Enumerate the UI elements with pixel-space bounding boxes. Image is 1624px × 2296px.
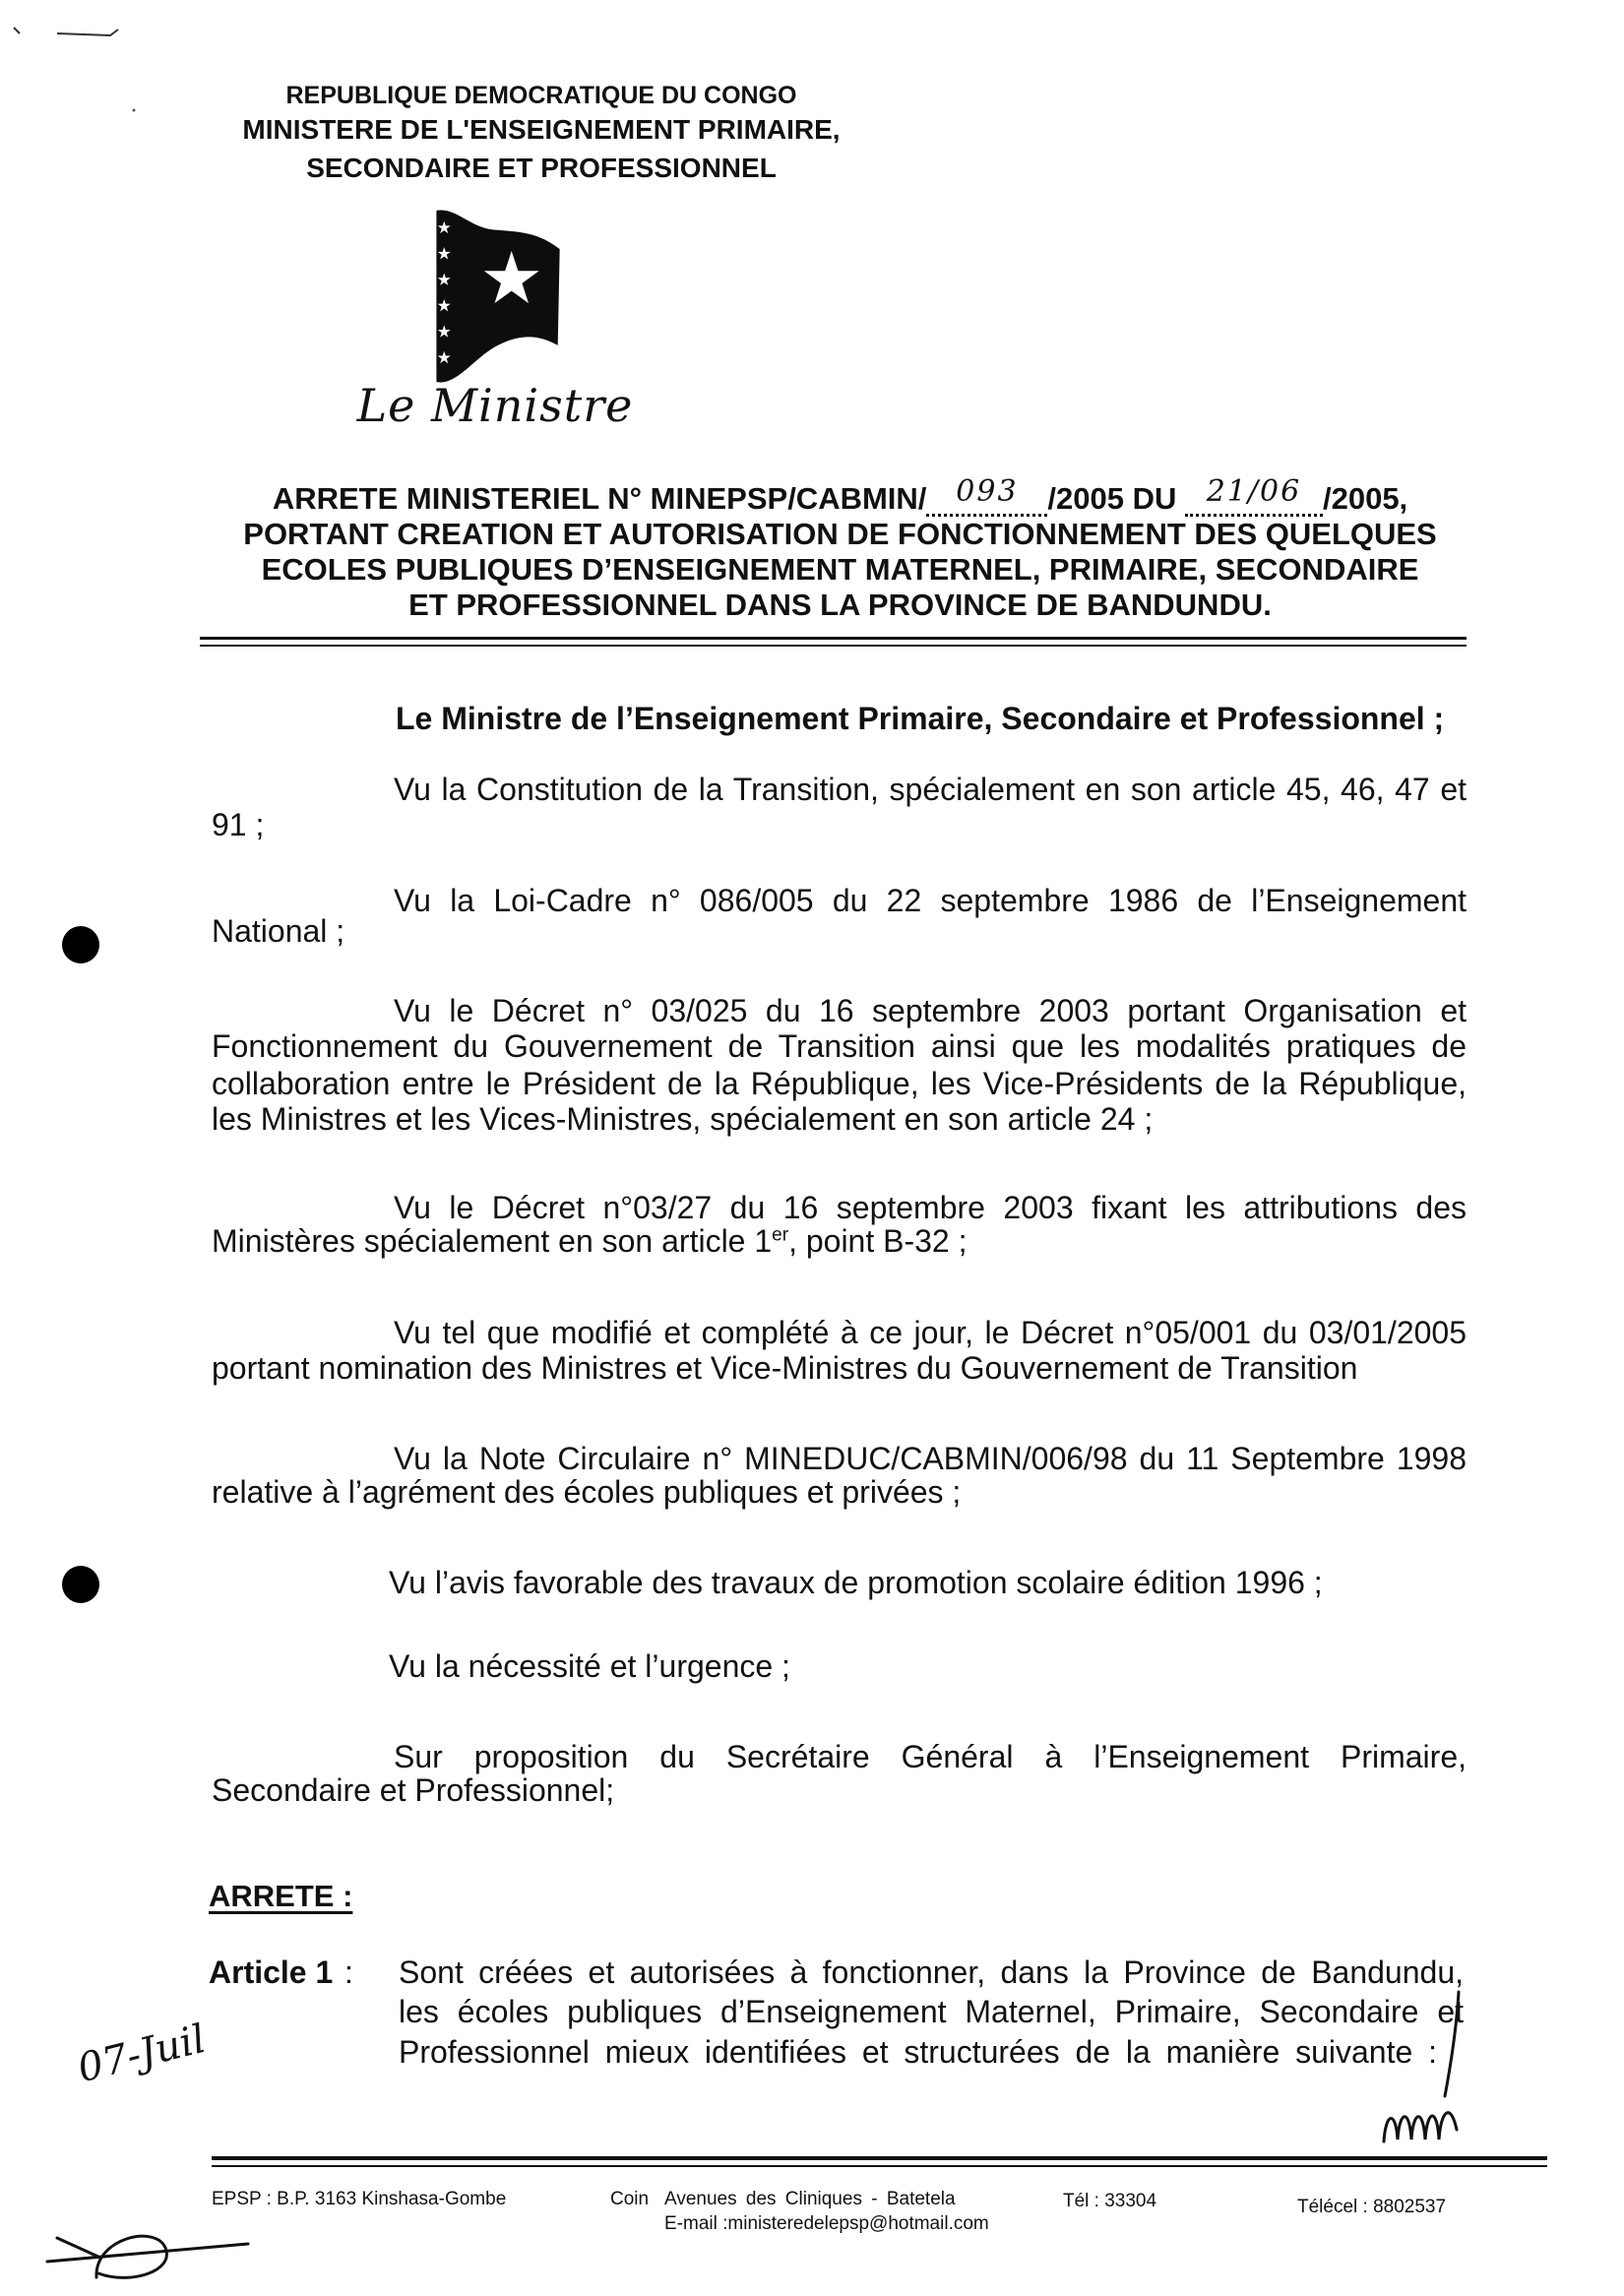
paragraph-line: Vu tel que modifié et complété à ce jour, le Décret n°05/001 du 03/01/2005	[394, 1315, 1467, 1350]
ministry-name-line-1: MINISTERE DE L'ENSEIGNEMENT PRIMAIRE,	[242, 114, 841, 145]
considerant-avis-favorable: Vu l’avis favorable des travaux de promotion scolaire édition 1996 ;	[389, 1565, 1323, 1600]
paragraph-line: Vu la Constitution de la Transition, spécialement en son article 45, 46, 47 et	[394, 772, 1467, 807]
footer-phone: Tél : 33304	[1063, 2191, 1157, 2211]
article-line: Sont créées et autorisées à fonctionner, dans la Province de Bandundu,	[399, 1955, 1464, 1990]
handwritten-paraph-scribble	[39, 2204, 256, 2291]
paragraph-line: Sur proposition du Secrétaire Général à l’Enseignement Primaire,	[394, 1739, 1467, 1774]
handwritten-initials-signature	[1378, 1986, 1471, 2158]
decision-heading: ARRETE :	[209, 1879, 353, 1913]
title-line-4: ET PROFESSIONNEL DANS LA PROVINCE DE BANDUNDU.	[408, 588, 1272, 622]
paragraph-line: 91 ;	[212, 807, 265, 842]
title-divider-thick	[200, 637, 1467, 640]
line-text: Ministères spécialement en son article 1	[212, 1223, 773, 1259]
decree-date-year: /2005,	[1322, 481, 1408, 516]
paragraph-line: Vu la Note Circulaire n° MINEDUC/CABMIN/006/98 du 11 Septembre 1998	[394, 1441, 1467, 1476]
footer-corner-label: Coin	[610, 2189, 650, 2209]
paragraph-line: portant nomination des Ministres et Vice-Ministres du Gouvernement de Transition	[212, 1350, 1358, 1386]
title-line-1	[214, 474, 1467, 517]
footer-email: E-mail :ministeredelepsp@hotmail.com	[664, 2213, 989, 2234]
country-name: REPUBLIQUE DEMOCRATIQUE DU CONGO	[285, 82, 797, 109]
decree-date-field	[1185, 474, 1323, 517]
footer-postal-address: EPSP : B.P. 3163 Kinshasa-Gombe	[212, 2189, 507, 2209]
minister-intro: Le Ministre de l’Enseignement Primaire, Secondaire et Professionnel ;	[396, 701, 1445, 736]
ordinal-superscript: er	[772, 1224, 789, 1246]
line-text-end: , point B-32 ;	[788, 1223, 968, 1259]
paragraph-line: Fonctionnement du Gouvernement de Transition ainsi que les modalités pratiques de	[212, 1028, 1467, 1064]
paragraph-line	[212, 1223, 1467, 1259]
handwritten-decree-number: 093	[956, 474, 1019, 509]
handwritten-decree-date: 21/06	[1206, 474, 1302, 509]
article-line: les écoles publiques d’Enseignement Maternel, Primaire, Secondaire et	[399, 1994, 1464, 2029]
punch-hole	[62, 1566, 99, 1603]
article-line: Professionnel mieux identifiées et structurées de la manière suivante :	[399, 2034, 1437, 2070]
article-label: Article 1	[209, 1955, 334, 1990]
footer-mobile: Télécel : 8802537	[1297, 2197, 1447, 2217]
paragraph-line: Vu le Décret n°03/27 du 16 septembre 2003 fixant les attributions des	[394, 1190, 1467, 1225]
title-line-2: PORTANT CREATION ET AUTORISATION DE FONCTIONNEMENT DES QUELQUES	[243, 517, 1437, 551]
paragraph-line: Secondaire et Professionnel;	[212, 1772, 615, 1808]
paragraph-line: les Ministres et les Vices-Ministres, spécialement en son article 24 ;	[212, 1101, 1154, 1137]
flag-emblem-icon	[435, 207, 565, 388]
footer-street-address: Avenues des Cliniques - Batetela	[664, 2189, 956, 2209]
punch-hole	[62, 926, 99, 963]
decree-year-and-date-label: /2005 DU	[1047, 481, 1185, 516]
paragraph-line: Vu la Loi-Cadre n° 086/005 du 22 septembre 1986 de l’Enseignement	[394, 883, 1467, 918]
signatory-title: Le Ministre	[356, 379, 634, 432]
ministry-name-line-2: SECONDAIRE ET PROFESSIONNEL	[306, 153, 777, 183]
footer-divider-thick	[212, 2156, 1547, 2160]
paragraph-line: National ;	[212, 913, 345, 949]
title-line-3: ECOLES PUBLIQUES D’ENSEIGNEMENT MATERNEL, PRIMAIRE, SECONDAIRE	[261, 552, 1419, 587]
decree-reference-prefix: ARRETE MINISTERIEL N° MINEPSP/CABMIN/	[272, 481, 927, 516]
considerant-urgence: Vu la nécessité et l’urgence ;	[389, 1648, 790, 1684]
paragraph-line: collaboration entre le Président de la République, les Vice-Présidents de la République,	[212, 1066, 1467, 1101]
title-divider-thin	[200, 645, 1467, 647]
article-label-colon: :	[344, 1955, 353, 1990]
paragraph-line: relative à l’agrément des écoles publiques et privées ;	[212, 1474, 962, 1510]
paragraph-line: Vu le Décret n° 03/025 du 16 septembre 2003 portant Organisation et	[394, 993, 1467, 1028]
decree-number-field	[926, 474, 1047, 517]
handwritten-margin-date: 07-Juil	[73, 2016, 211, 2092]
footer-divider-thin	[212, 2165, 1547, 2167]
